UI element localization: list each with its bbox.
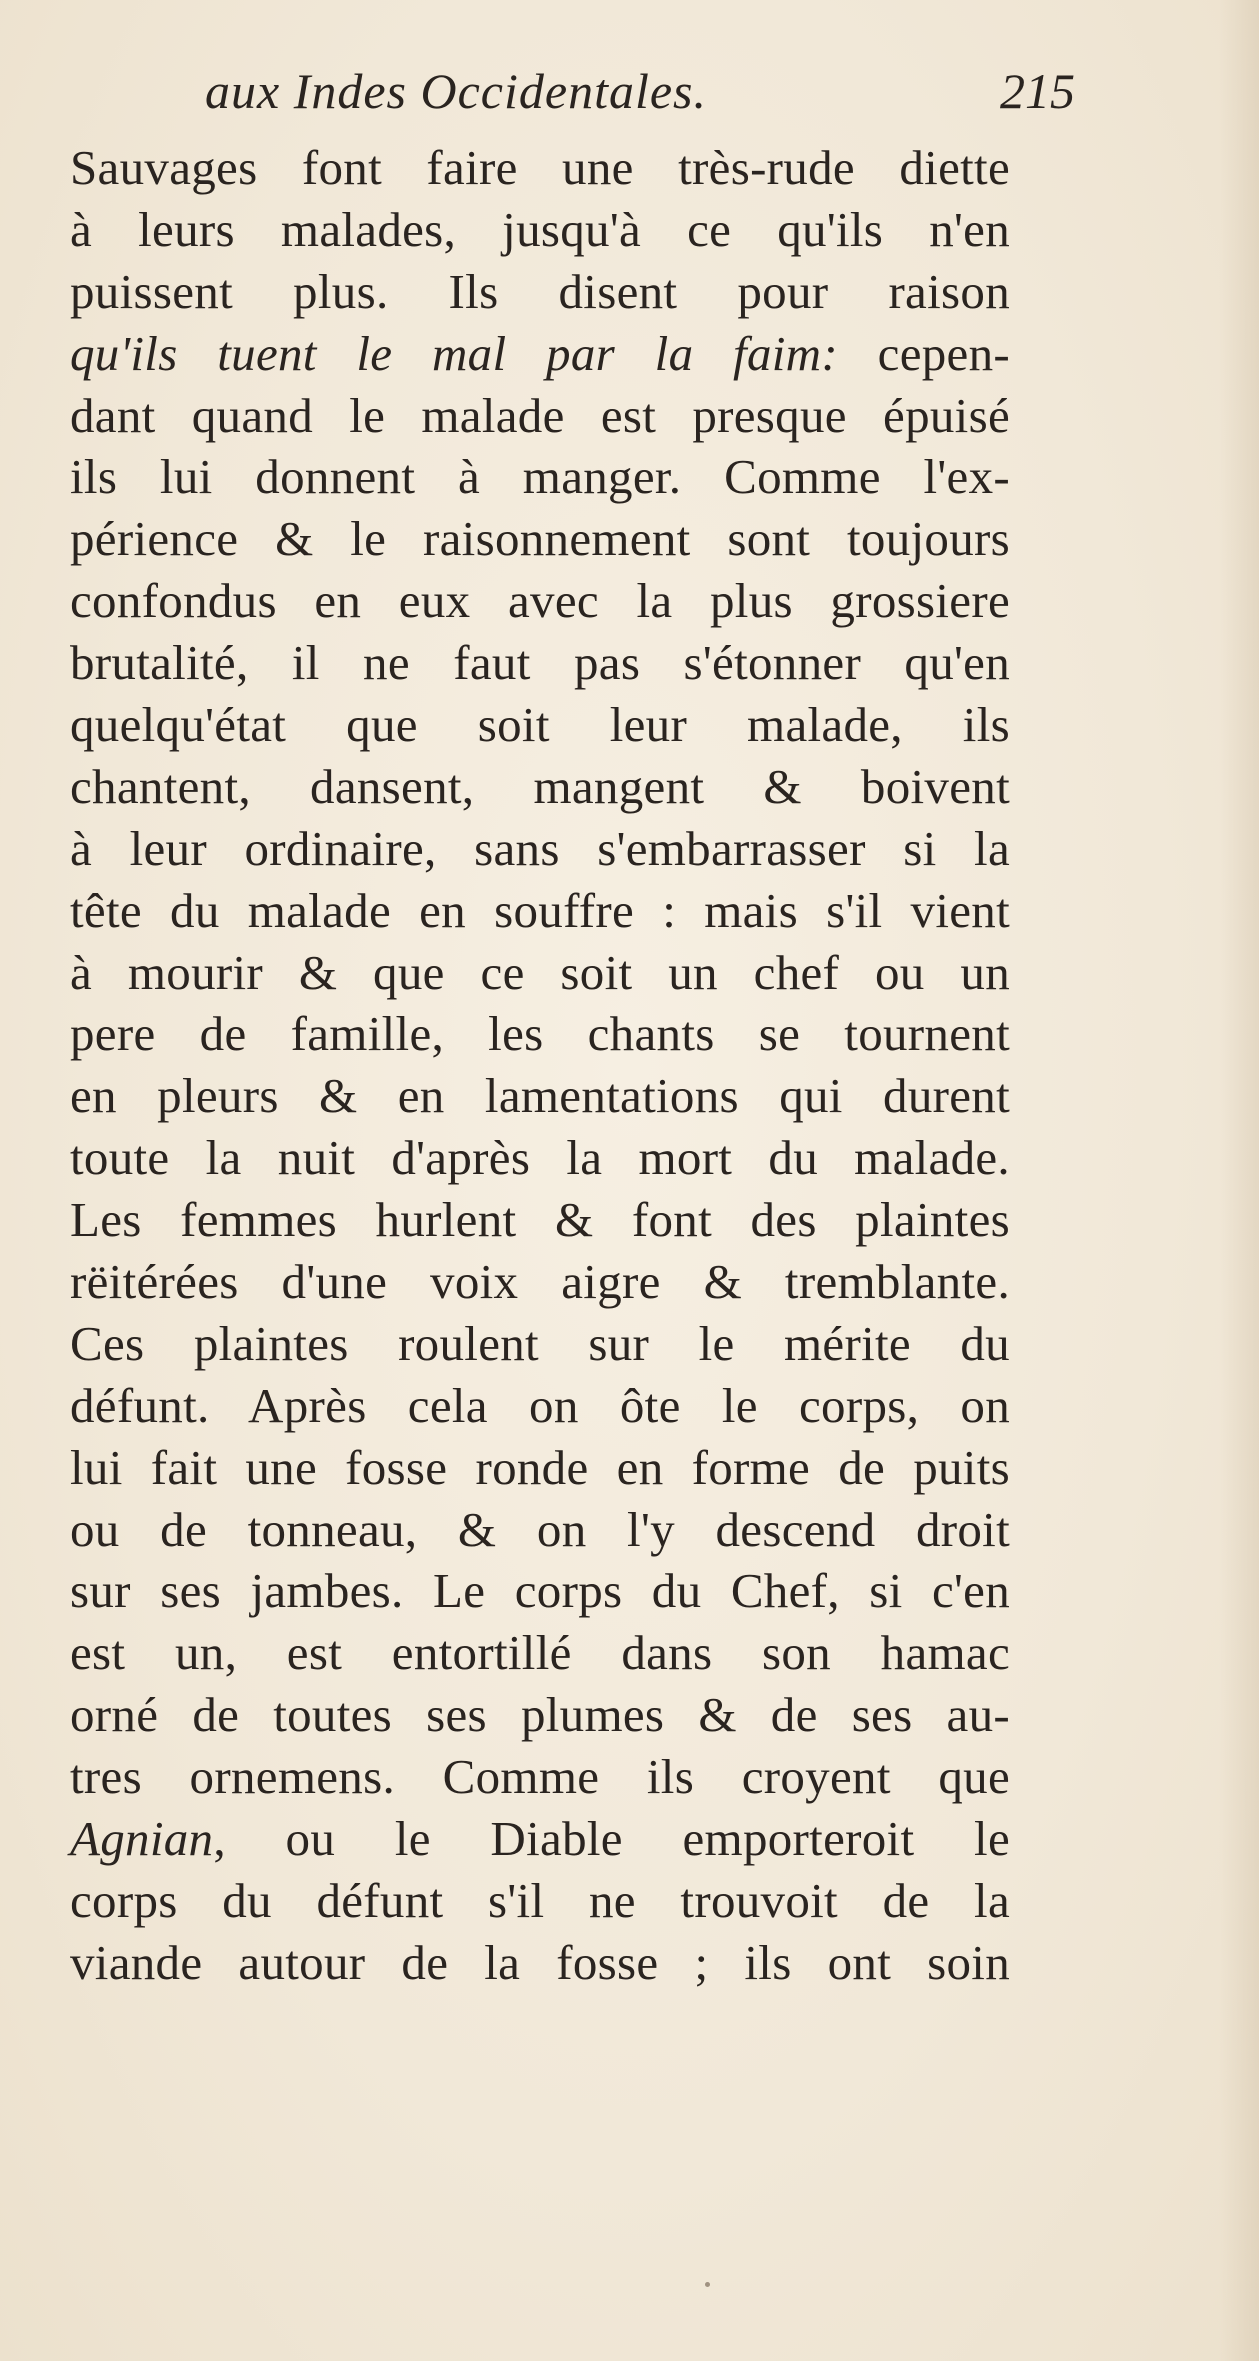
text-line: chantent, dansent, mangent & boivent — [70, 758, 1010, 814]
paper-speck — [705, 2282, 710, 2287]
text-line: tres ornemens. Comme ils croyent que — [70, 1749, 1010, 1805]
page-edge-shadow — [1219, 0, 1259, 2361]
text-line: à mourir & que ce soit un chef ou un — [70, 944, 1010, 1000]
page-number: 215 — [1000, 63, 1075, 119]
text-line: pere de famille, les chants se tournent — [70, 1006, 1010, 1062]
text-line: Agnian, ou le Diable emporteroit le — [70, 1811, 1010, 1867]
text-line: tête du malade en souffre : mais s'il vient — [70, 882, 1010, 938]
text-line: dant quand le malade est presque épuisé — [70, 387, 1010, 443]
text-line: en pleurs & en lamentations qui durent — [70, 1068, 1010, 1124]
text-line: brutalité, il ne faut pas s'étonner qu'en — [70, 635, 1010, 691]
running-title: aux Indes Occidentales. — [205, 63, 708, 119]
text-line: rëitérées d'une voix aigre & tremblante. — [70, 1254, 1010, 1310]
text-line: quelqu'état que soit leur malade, ils — [70, 697, 1010, 753]
text-line: orné de toutes ses plumes & de ses au- — [70, 1687, 1010, 1743]
text-line: toute la nuit d'après la mort du malade. — [70, 1130, 1010, 1186]
text-line: puissent plus. Ils disent pour raison — [70, 263, 1010, 319]
text-line: ou de tonneau, & on l'y descend droit — [70, 1501, 1010, 1557]
italic-phrase: qu'ils tuent le mal par la faim: — [70, 325, 838, 381]
page-header — [205, 62, 1075, 142]
text-line: Sauvages font faire une très-rude diette — [70, 140, 1010, 195]
italic-phrase: Agnian — [70, 1811, 214, 1867]
text-line: est un, est entortillé dans son hamac — [70, 1625, 1010, 1681]
text-line: à leurs malades, jusqu'à ce qu'ils n'en — [70, 201, 1010, 257]
text-line: à leur ordinaire, sans s'embarrasser si la — [70, 820, 1010, 876]
text-line: qu'ils tuent le mal par la faim: cepen- — [70, 325, 1011, 381]
text-line: confondus en eux avec la plus grossiere — [70, 573, 1010, 629]
text-line: sur ses jambes. Le corps du Chef, si c'en — [70, 1563, 1010, 1619]
text-line: corps du défunt s'il ne trouvoit de la — [70, 1872, 1010, 1928]
text-line: lui fait une fosse ronde en forme de puits — [70, 1439, 1010, 1495]
text-line: ils lui donnent à manger. Comme l'ex- — [70, 449, 1010, 505]
text-line: Les femmes hurlent & font des plaintes — [70, 1192, 1010, 1248]
text-line: périence & le raisonnement sont toujours — [70, 511, 1010, 567]
text-line: viande autour de la fosse ; ils ont soin — [70, 1934, 1010, 1990]
body-text — [70, 137, 1010, 1994]
text-line: défunt. Après cela on ôte le corps, on — [70, 1377, 1010, 1433]
text-line: Ces plaintes roulent sur le mérite du — [70, 1315, 1010, 1371]
